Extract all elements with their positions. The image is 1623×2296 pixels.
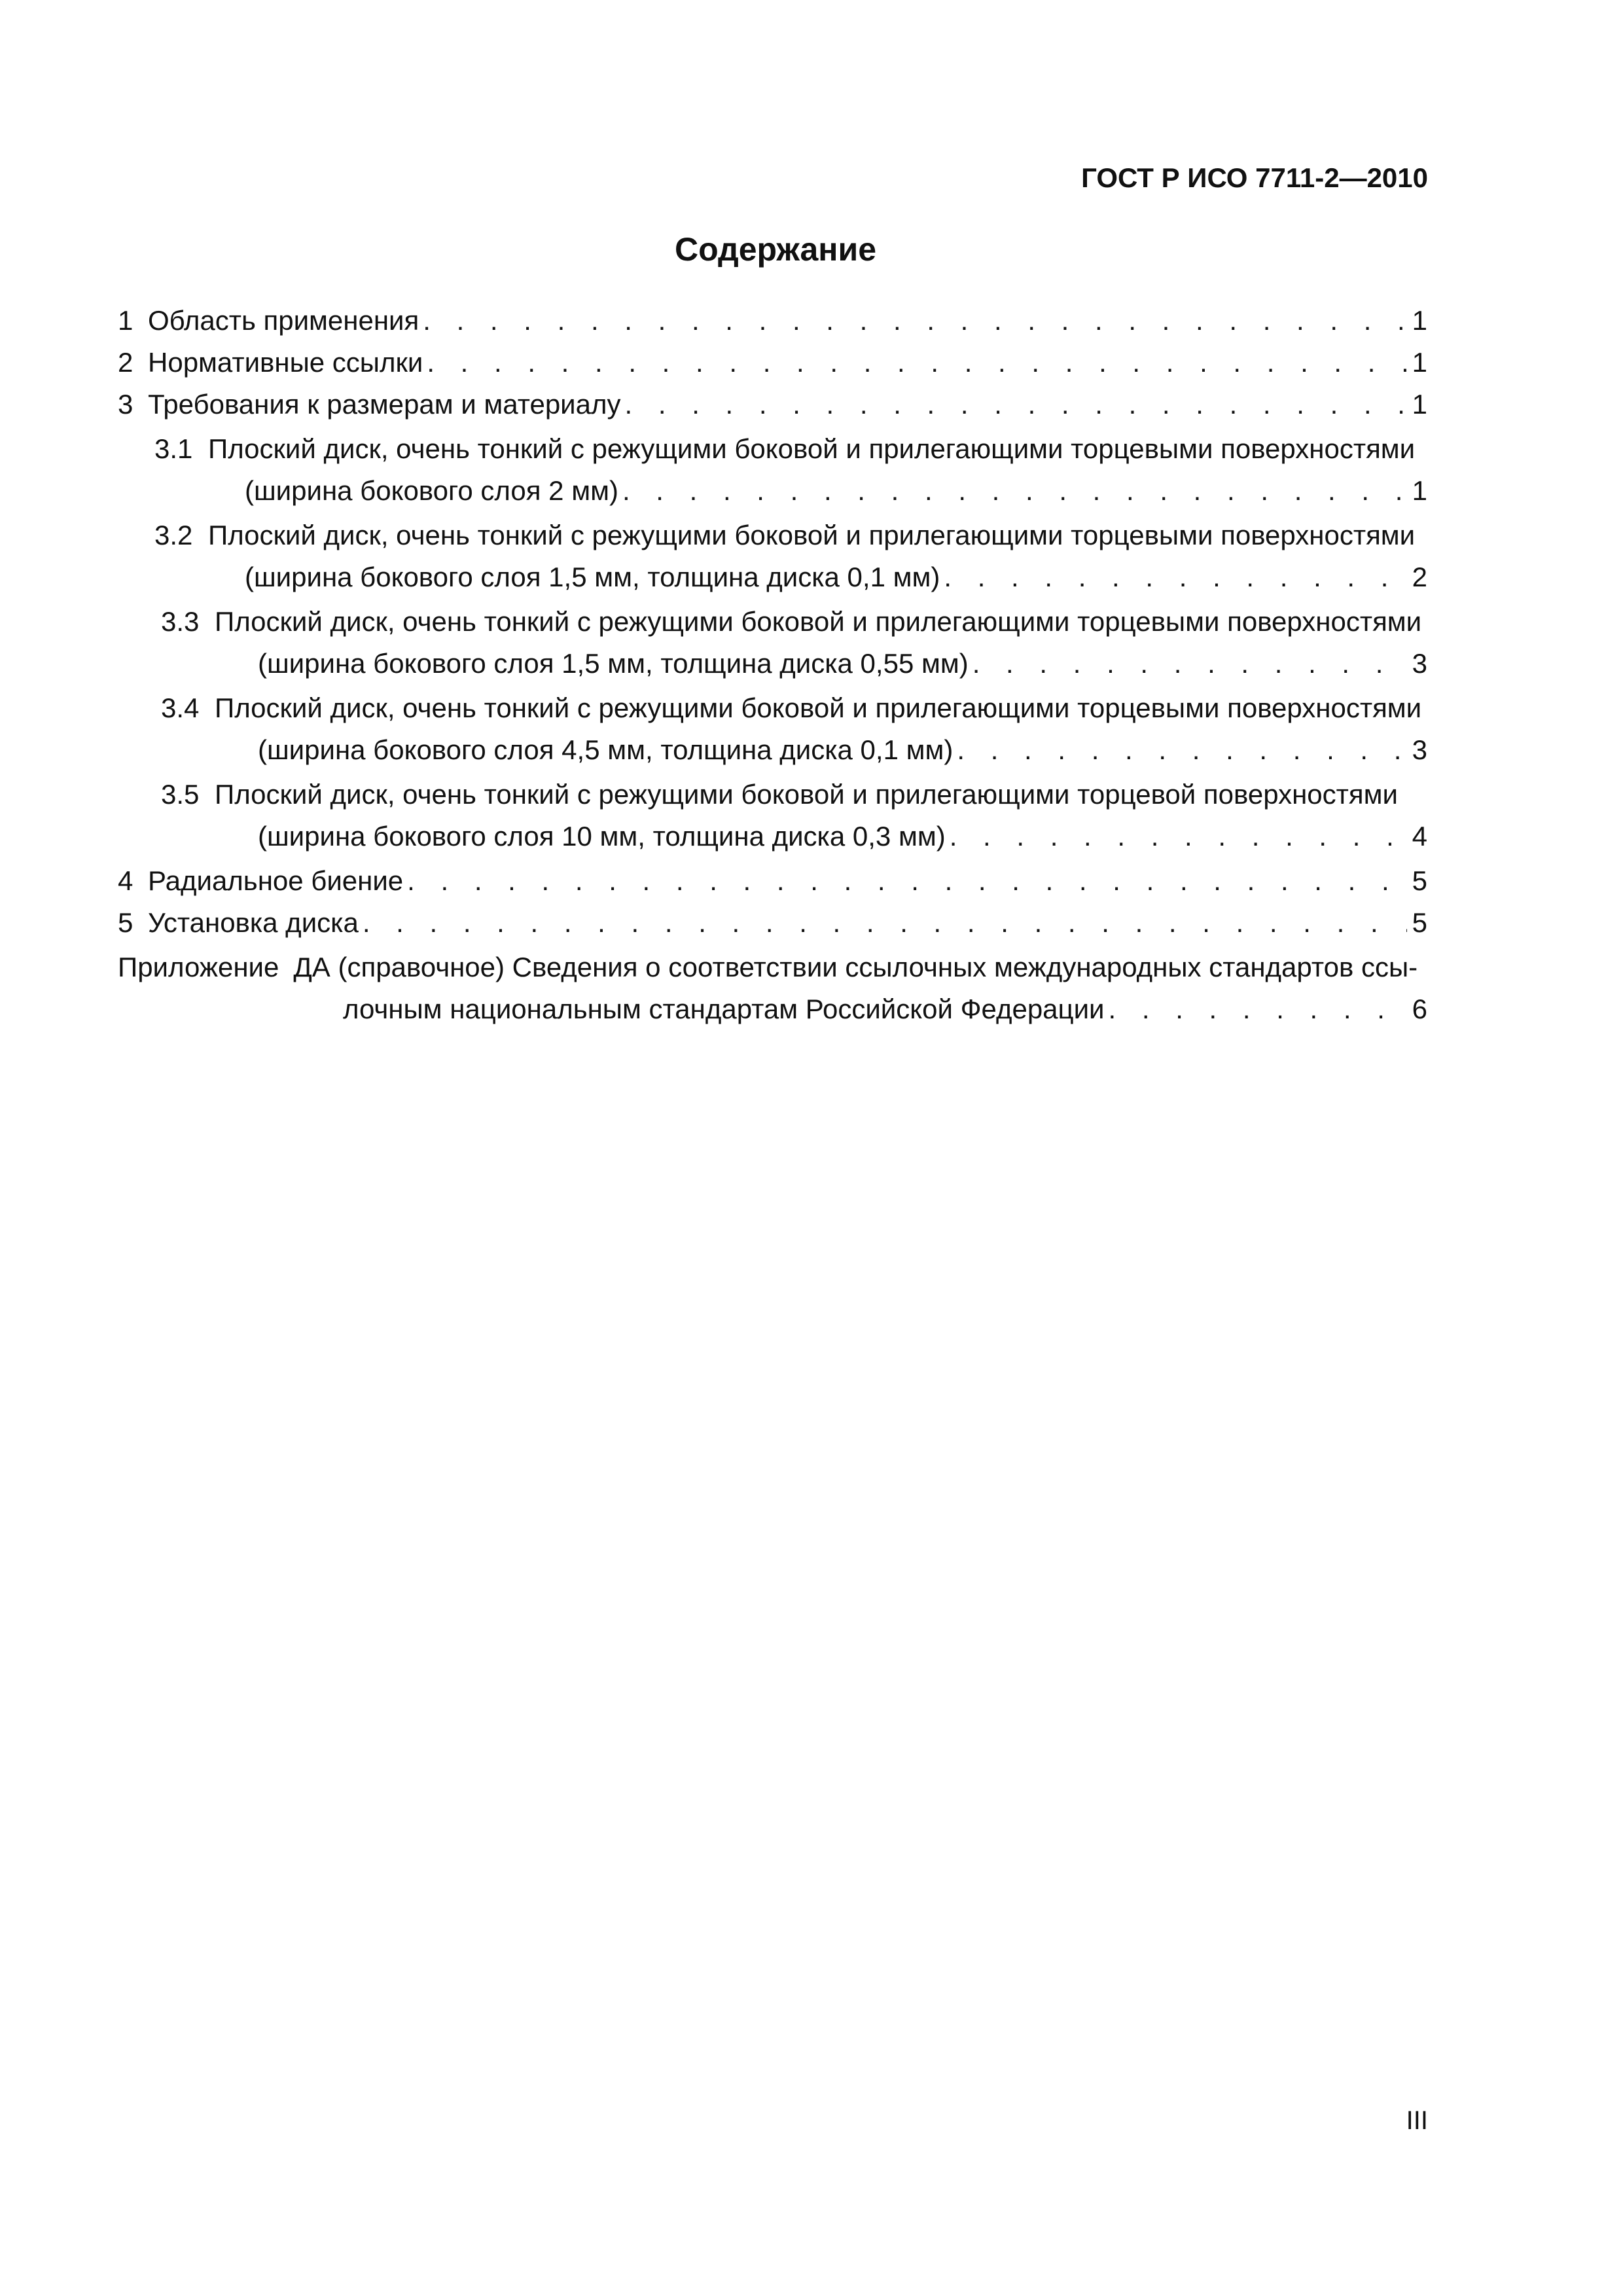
toc-entry-3-3[interactable]: [118, 601, 1427, 685]
toc-entry-3-5[interactable]: [118, 774, 1427, 857]
toc-entry-number: 3.3: [161, 606, 200, 637]
toc-entry-label: Плоский диск, очень тонкий с режущими боковой и прилегающими торцевыми поверхностями: [215, 692, 1422, 723]
toc-entry-appendix[interactable]: [118, 946, 1427, 1030]
dot-leader: [957, 729, 1406, 771]
toc-entry-label: Нормативные ссылки: [148, 347, 423, 378]
appendix-prefix: Приложение: [118, 952, 279, 982]
toc-entry-continuation: [154, 470, 1427, 512]
toc-entry-continuation: [118, 988, 1427, 1030]
toc-entry-page: 2: [1412, 562, 1427, 592]
toc-entry-number: 3.1: [154, 433, 193, 464]
toc-entry-label: Плоский диск, очень тонкий с режущими боковой и прилегающими торцевой поверхностями: [215, 779, 1398, 810]
toc-entry-page: 3: [1412, 734, 1427, 765]
toc-entry-continuation: [161, 816, 1427, 857]
toc-entry-label: Плоский диск, очень тонкий с режущими боковой и прилегающими торцевыми поверхностями: [208, 433, 1416, 464]
toc-entry-label: Область применения: [148, 305, 419, 336]
toc-entry-label: Требования к размерам и материалу: [148, 389, 621, 420]
toc-entry-2[interactable]: [118, 342, 1427, 384]
toc-entry-label-continued: (ширина бокового слоя 1,5 мм, толщина диска 0,55 мм): [258, 648, 969, 679]
toc-entry-5[interactable]: [118, 902, 1427, 944]
document-code: ГОСТ Р ИСО 7711-2—2010: [1081, 162, 1428, 193]
dot-leader: [407, 860, 1406, 902]
dot-leader: [944, 556, 1406, 598]
toc-entry-page: 5: [1412, 907, 1427, 938]
toc-entry-number: 1: [118, 305, 134, 336]
dot-leader: [622, 470, 1407, 512]
dot-leader: [972, 643, 1407, 685]
toc-entry-page: 1: [1412, 475, 1427, 506]
page-number: III: [1406, 2106, 1428, 2135]
toc-entry-first-line: [161, 601, 1427, 643]
toc-entry-label-continued: (ширина бокового слоя 4,5 мм, толщина диска 0,1 мм): [258, 734, 954, 765]
toc-entry-label: ДА (справочное) Сведения о соответствии ссылочных международных стандартов ссы-: [293, 952, 1418, 982]
toc-entry-1[interactable]: [118, 300, 1427, 342]
toc-entry-label: Плоский диск, очень тонкий с режущими боковой и прилегающими торцевыми поверхностями: [208, 520, 1416, 550]
table-of-contents: [118, 300, 1427, 1030]
toc-entry-continuation: [161, 729, 1427, 771]
dot-leader: [363, 902, 1407, 944]
toc-entry-page: 1: [1412, 389, 1427, 420]
dot-leader: [423, 300, 1406, 342]
toc-entry-page: 1: [1412, 347, 1427, 378]
toc-entry-first-line: [118, 946, 1427, 988]
toc-entry-first-line: [154, 428, 1427, 470]
toc-entry-number: 5: [118, 907, 134, 938]
toc-entry-label-continued: (ширина бокового слоя 1,5 мм, толщина диска 0,1 мм): [245, 562, 940, 592]
toc-entry-first-line: [161, 687, 1427, 729]
dot-leader: [625, 384, 1407, 425]
toc-entry-4[interactable]: [118, 860, 1427, 902]
dot-leader: [1109, 988, 1407, 1030]
toc-entry-label-continued: (ширина бокового слоя 10 мм, толщина диска 0,3 мм): [258, 821, 946, 852]
toc-entry-3-4[interactable]: [118, 687, 1427, 771]
toc-entry-label-continued: лочным национальным стандартам Российской Федерации: [343, 994, 1105, 1024]
toc-entry-first-line: [154, 514, 1427, 556]
toc-title: Содержание: [674, 231, 877, 268]
toc-entry-number: 3.2: [154, 520, 193, 550]
toc-entry-label: Установка диска: [148, 907, 359, 938]
toc-entry-page: 1: [1412, 305, 1427, 336]
toc-entry-page: 5: [1412, 865, 1427, 896]
toc-entry-number: 3.4: [161, 692, 200, 723]
toc-entry-label-continued: (ширина бокового слоя 2 мм): [245, 475, 618, 506]
toc-entry-3[interactable]: [118, 384, 1427, 425]
toc-entry-continuation: [161, 643, 1427, 685]
toc-entry-3-1[interactable]: [118, 428, 1427, 512]
dot-leader: [950, 816, 1407, 857]
toc-entry-number: 4: [118, 865, 134, 896]
toc-entry-label: Радиальное биение: [148, 865, 404, 896]
toc-entry-continuation: [154, 556, 1427, 598]
toc-entry-number: 3.5: [161, 779, 200, 810]
toc-entry-page: 6: [1412, 994, 1427, 1024]
toc-entry-number: 2: [118, 347, 134, 378]
toc-entry-3-2[interactable]: [118, 514, 1427, 598]
toc-entry-page: 4: [1412, 821, 1427, 852]
dot-leader: [427, 342, 1406, 384]
toc-entry-page: 3: [1412, 648, 1427, 679]
toc-entry-label: Плоский диск, очень тонкий с режущими боковой и прилегающими торцевыми поверхностями: [215, 606, 1422, 637]
toc-entry-number: 3: [118, 389, 134, 420]
toc-entry-first-line: [161, 774, 1427, 816]
